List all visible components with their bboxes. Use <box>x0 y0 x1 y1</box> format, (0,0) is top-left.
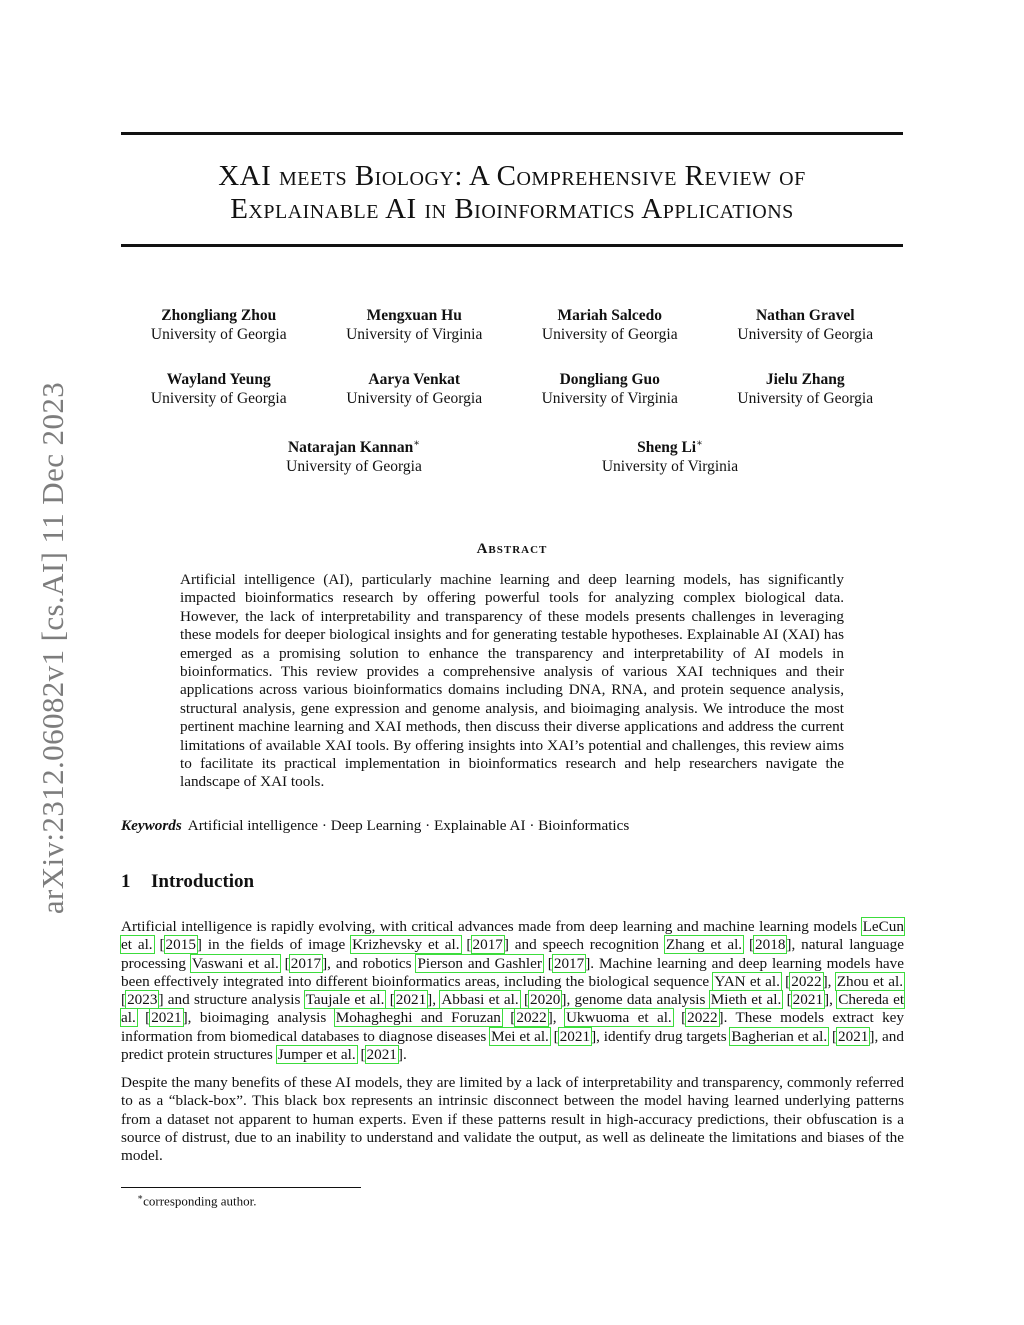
section-title: Introduction <box>151 871 255 892</box>
author <box>319 370 509 408</box>
citation-link[interactable]: Bagherian et al. <box>731 1027 828 1045</box>
author-block <box>121 306 903 502</box>
author-name: Nathan Gravel <box>755 307 855 324</box>
citation-year-link[interactable]: 2021 <box>559 1027 591 1045</box>
corresponding-mark: ∗ <box>413 438 421 449</box>
author-name: Zhongliang Zhou <box>161 307 277 324</box>
author <box>710 370 900 408</box>
citation-link[interactable]: LeCun et al. <box>121 918 904 954</box>
footnote-rule <box>121 1187 361 1188</box>
author-row <box>121 306 903 344</box>
citation-link[interactable]: Mohagheghi and Foruzan <box>335 1009 501 1027</box>
citation-link[interactable]: Jumper et al. <box>277 1046 356 1064</box>
paper-title <box>121 160 903 226</box>
author-affiliation: University of Virginia <box>346 326 483 343</box>
author-affiliation: University of Georgia <box>737 390 874 407</box>
citation-link[interactable]: Taujale et al. <box>305 991 385 1009</box>
author <box>515 306 705 344</box>
author-name: Dongliang Guo <box>559 371 660 388</box>
citation-link[interactable]: Chereda et al. <box>121 991 905 1027</box>
citation-year-link[interactable]: 2021 <box>151 1009 182 1027</box>
author-name: Wayland Yeung <box>166 371 271 388</box>
keywords-label: Keywords <box>121 817 182 834</box>
citation-year-link[interactable]: 2022 <box>687 1009 718 1027</box>
author <box>319 306 509 344</box>
citation-year-link[interactable]: 2022 <box>516 1009 547 1027</box>
abstract-heading: Abstract <box>476 541 548 557</box>
author <box>515 370 705 408</box>
title-line-1: XAI meets Biology: A Comprehensive Review of <box>218 160 806 192</box>
citation-link[interactable]: Zhang et al. <box>665 936 743 954</box>
intro-paragraph-1: Artificial intelligence is rapidly evolving, with critical advances made from deep learning and machine learning models LeCun et al. [2015] in the fields of image Krizhevsky et al. [2017] and speech recognition Zhang et al. [2018], natural language processing Vaswani et al. [2017], and robotics Pierson and Gashler [2017]. Machine learning and deep learning models have been effectively integrated into different bioinformatics areas, including the biological sequence YAN et al. [2022], Zhou et al. [2023] and structure analysis Taujale et al. [2021], Abbasi et al. [2020], genome data analysis Mieth et al. [2021], Chereda et al. [2021], bioimaging analysis Mohagheghi and Foruzan [2022], Ukwuoma et al. [2022]. These models extract key information from biomedical databases to diagnose diseases Mei et al. [2021], identify drug targets Bagherian et al. [2021], and predict protein structures Jumper et al. [2021]. <box>121 918 905 1064</box>
citation-year-link[interactable]: 2021 <box>792 991 824 1009</box>
author-affiliation: University of Georgia <box>150 326 287 343</box>
citation-year-link[interactable]: 2021 <box>395 991 427 1009</box>
keywords-list: Artificial intelligence · Deep Learning · Explainable AI · Bioinformatics <box>187 817 630 834</box>
footnote <box>137 1192 257 1209</box>
title-rule-top <box>121 132 903 135</box>
citation-link[interactable]: Mei et al. <box>491 1027 549 1045</box>
citation-link[interactable]: Krizhevsky et al. <box>352 936 460 954</box>
citation-year-link[interactable]: 2018 <box>755 936 786 954</box>
author-affiliation: University of Georgia <box>541 326 678 343</box>
author-affiliation: University of Georgia <box>286 458 422 476</box>
author-affiliation: University of Georgia <box>737 326 874 343</box>
section-heading <box>121 871 254 893</box>
author <box>710 306 900 344</box>
keywords-line <box>121 817 903 835</box>
citation-link[interactable]: YAN et al. <box>714 972 780 990</box>
citation-year-link[interactable]: 2017 <box>472 936 503 954</box>
citation-year-link[interactable]: 2022 <box>791 972 822 990</box>
citation-link[interactable]: Vaswani et al. <box>191 954 279 972</box>
author-name: Sheng Li∗ <box>637 438 703 457</box>
citation-year-link[interactable]: 2021 <box>838 1027 869 1045</box>
citation-year-link[interactable]: 2017 <box>553 954 585 972</box>
title-rule-bottom <box>121 244 903 247</box>
author-name: Mariah Salcedo <box>557 307 663 324</box>
intro-paragraph-2: Despite the many benefits of these AI models, they are limited by a lack of interpretability and transparency, commonly referred to as a “black-box”. This black box represents an intrinsic disconnect between the model having learned underlying patterns from a dataset not apparent to human experts. Even if these patterns result in high-accuracy predictions, their obfuscation is a source of distrust, due to an inability to understand and validate the output, as well as delineate the limitations and biases of the model. <box>121 1074 904 1165</box>
citation-link[interactable]: Ukwuoma et al. <box>565 1009 672 1027</box>
author <box>512 434 828 476</box>
author-affiliation: University of Virginia <box>541 390 678 407</box>
author-row <box>121 434 903 476</box>
footnote-text: corresponding author. <box>143 1193 257 1209</box>
author-name: Aarya Venkat <box>368 371 461 388</box>
citation-link[interactable]: Mieth et al. <box>710 991 782 1009</box>
citation-year-link[interactable]: 2023 <box>127 991 158 1009</box>
author <box>124 370 314 408</box>
author <box>196 434 512 476</box>
title-line-2: Explainable AI in Bioinformatics Applications <box>230 193 794 225</box>
author <box>124 306 314 344</box>
footnote-mark: ∗ <box>137 1192 144 1202</box>
section-number: 1 <box>121 871 131 892</box>
author-name: Natarajan Kannan∗ <box>287 438 421 457</box>
corresponding-mark: ∗ <box>696 438 703 449</box>
citation-link[interactable]: Abbasi et al. <box>441 991 519 1009</box>
citation-year-link[interactable]: 2021 <box>366 1046 397 1064</box>
author-affiliation: University of Georgia <box>346 390 483 407</box>
citation-link[interactable]: Zhou et al. <box>836 972 904 990</box>
citation-year-link[interactable]: 2020 <box>530 991 561 1009</box>
citation-link[interactable]: Pierson and Gashler <box>417 954 542 972</box>
author-affiliation: University of Virginia <box>601 458 739 476</box>
author-row <box>121 370 903 408</box>
citation-year-link[interactable]: 2017 <box>290 954 322 972</box>
author-name: Mengxuan Hu <box>366 307 462 324</box>
arxiv-identifier-stamp: arXiv:2312.06082v1 [cs.AI] 11 Dec 2023 <box>35 381 70 915</box>
author-affiliation: University of Georgia <box>150 390 287 407</box>
citation-year-link[interactable]: 2015 <box>165 936 196 954</box>
author-name: Jielu Zhang <box>765 371 845 388</box>
abstract-text: Artificial intelligence (AI), particularly machine learning and deep learning models, has significantly impacted bioinformatics research by offering powerful tools for analyzing complex biological data. However, the lack of interpretability and transparency of these models presents challenges in leveraging these models for deeper biological insights and for generating testable hypotheses. Explainable AI (XAI) has emerged as a promising solution to enhance the transparency and interpretability of AI models in bioinformatics. This review provides a comprehensive analysis of various XAI techniques and their applications across various bioinformatics domains including DNA, RNA, and protein sequence analysis, structural analysis, gene expression and genome analysis, and bioimaging analysis. We introduce the most pertinent machine learning and XAI methods, then discuss their diverse applications and address the current limitations of available XAI tools. By offering insights into XAI’s potential and challenges, this review aims to facilitate its practical implementation in bioinformatics research and help researchers navigate the landscape of XAI tools. <box>180 571 844 791</box>
